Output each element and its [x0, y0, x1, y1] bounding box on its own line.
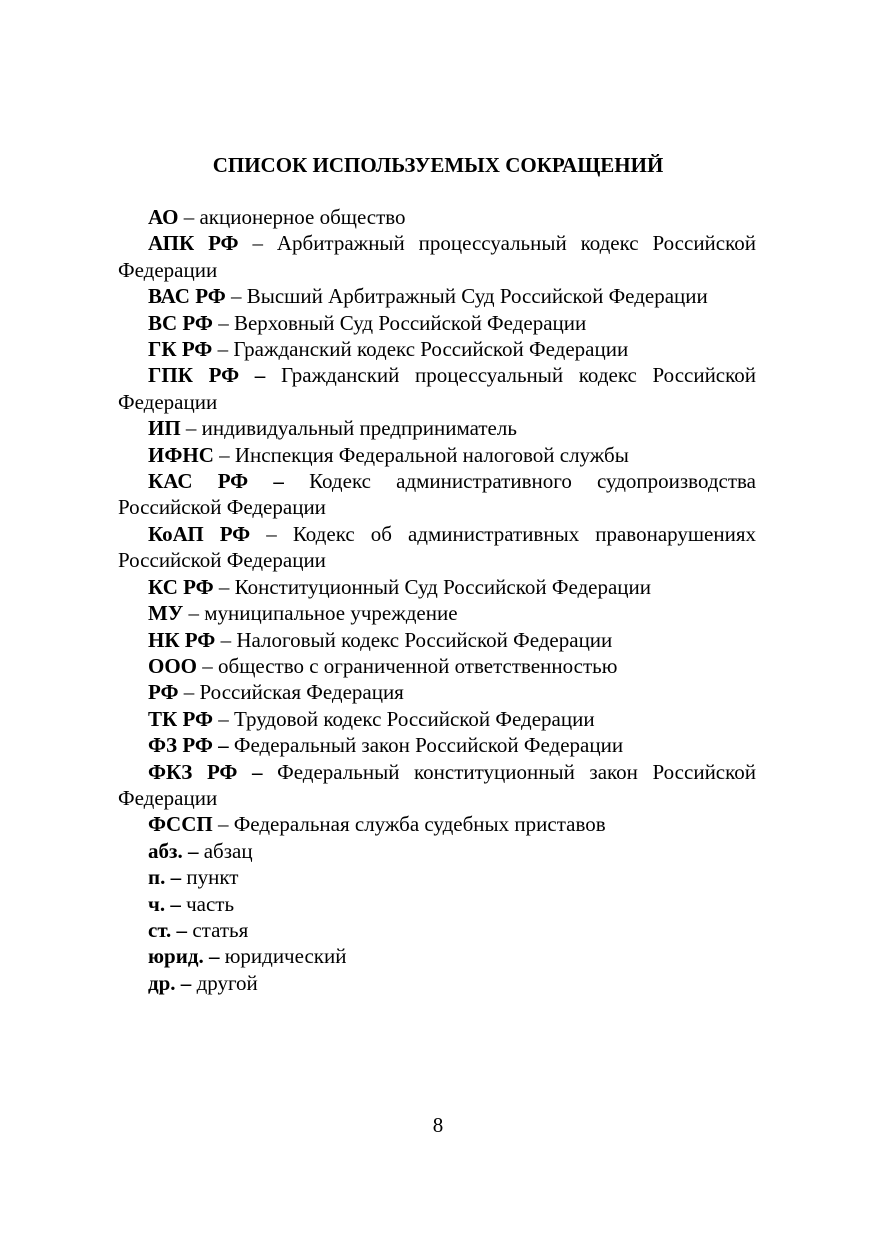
abbreviation-term: АО	[148, 205, 179, 229]
abbreviation-definition: Кодекс об административных правонарушениях Российской Федерации	[118, 521, 756, 573]
separator: –	[197, 653, 219, 678]
abbreviation-entry	[118, 864, 756, 890]
abbreviation-term: ч. –	[148, 891, 181, 916]
abbreviation-term: АПК РФ	[148, 231, 239, 256]
abbreviation-entry	[118, 759, 756, 812]
abbreviation-entry	[118, 283, 756, 309]
abbreviation-entry	[118, 600, 756, 626]
separator: –	[178, 680, 200, 705]
abbreviation-definition: Российская Федерация	[199, 680, 404, 705]
abbreviation-entry	[118, 732, 756, 758]
abbreviation-term: РФ	[148, 680, 179, 705]
separator: –	[178, 205, 200, 229]
abbreviation-entry	[118, 811, 756, 837]
separator: –	[213, 574, 235, 599]
abbreviation-definition: Конституционный Суд Российской Федерации	[234, 574, 652, 599]
abbreviation-definition: Инспекция Федеральной налоговой службы	[234, 442, 629, 467]
abbreviation-entry	[118, 362, 756, 415]
page-number: 8	[432, 1113, 444, 1137]
abbreviation-term: ст. –	[148, 917, 188, 942]
abbreviation-entry	[118, 310, 756, 336]
abbreviation-term: др. –	[148, 970, 192, 995]
abbreviation-term: КоАП РФ	[148, 521, 251, 546]
abbreviation-definition: другой	[196, 970, 258, 995]
abbreviation-term: ИП	[148, 416, 181, 441]
abbreviation-term: ГК РФ	[148, 337, 213, 362]
abbreviation-term: ВАС РФ	[148, 284, 226, 309]
abbreviation-definition: Гражданский кодекс Российской Федерации	[233, 337, 629, 362]
abbreviation-entry	[118, 627, 756, 653]
abbreviation-definition: индивидуальный предприниматель	[201, 416, 517, 441]
abbreviation-entry	[118, 838, 756, 864]
separator: –	[238, 231, 277, 256]
abbreviation-term: КС РФ	[148, 574, 214, 599]
separator	[265, 363, 281, 387]
separator	[263, 760, 278, 784]
abbreviation-entry	[118, 204, 756, 230]
abbreviation-definition: Федеральный закон Российской Федерации	[233, 733, 624, 758]
separator: –	[212, 337, 234, 362]
separator: –	[180, 416, 202, 441]
abbreviation-entry	[118, 943, 756, 969]
abbreviation-entry	[118, 415, 756, 441]
abbreviation-term: п. –	[148, 865, 182, 890]
abbreviation-term: КАС РФ –	[148, 469, 284, 494]
abbreviation-definition: статья	[192, 917, 249, 942]
abbreviation-term: ГПК РФ –	[148, 363, 266, 388]
abbreviation-entry	[118, 970, 756, 996]
separator: –	[212, 812, 234, 837]
abbreviation-term: ООО	[148, 653, 198, 678]
abbreviation-definition: юридический	[224, 944, 347, 969]
abbreviation-entry	[118, 442, 756, 468]
page-title: СПИСОК ИСПОЛЬЗУЕМЫХ СОКРАЩЕНИЙ	[212, 153, 664, 177]
abbreviation-entry	[118, 679, 756, 705]
abbreviation-term: МУ	[148, 601, 184, 626]
abbreviation-entry	[118, 917, 756, 943]
separator: –	[183, 601, 205, 626]
abbreviation-term: ФКЗ РФ –	[148, 759, 263, 784]
abbreviation-term: юрид. –	[148, 944, 220, 969]
separator: –	[213, 706, 234, 731]
separator: –	[212, 310, 234, 335]
abbreviation-entry	[118, 521, 756, 574]
abbreviation-entry	[118, 574, 756, 600]
abbreviation-definition: Высший Арбитражный Суд Российской Федерации	[246, 284, 708, 309]
abbreviation-term: ФЗ РФ –	[148, 733, 229, 758]
separator: –	[215, 627, 237, 652]
abbreviation-definition: часть	[186, 891, 235, 916]
abbreviation-definition: муниципальное учреждение	[204, 601, 458, 626]
abbreviation-definition: Трудовой кодекс Российской Федерации	[234, 706, 595, 731]
abbreviation-term: ИФНС	[148, 442, 214, 467]
abbreviation-term: ТК РФ	[148, 706, 213, 731]
abbreviation-term: абз. –	[148, 838, 199, 863]
abbreviation-entry	[118, 706, 756, 732]
separator: –	[213, 442, 235, 467]
abbreviation-definition: Верховный Суд Российской Федерации	[233, 310, 587, 335]
abbreviation-definition: абзац	[203, 838, 253, 863]
abbreviation-term: ВС РФ	[148, 310, 213, 335]
abbreviation-definition: общество с ограниченной ответственностью	[218, 653, 618, 678]
abbreviation-definition: Федеральный конституционный закон Российской Федерации	[118, 759, 756, 810]
separator	[284, 469, 309, 493]
separator: –	[225, 284, 247, 309]
abbreviation-entry	[118, 468, 756, 521]
abbreviation-definition: акционерное общество	[199, 205, 406, 229]
separator: –	[250, 521, 293, 546]
abbreviation-term: НК РФ	[148, 627, 216, 652]
abbreviation-entry	[118, 336, 756, 362]
abbreviation-term: ФССП	[148, 812, 213, 837]
abbreviation-entry	[118, 891, 756, 917]
abbreviation-definition: пункт	[186, 865, 239, 890]
abbreviation-entry	[118, 653, 756, 679]
abbreviation-list	[118, 204, 756, 996]
abbreviation-entry	[118, 230, 756, 283]
abbreviation-definition: Федеральная служба судебных приставов	[233, 812, 606, 837]
abbreviation-definition: Кодекс административного судопроизводства Российской Федерации	[118, 469, 756, 520]
abbreviation-definition: Налоговый кодекс Российской Федерации	[236, 627, 613, 652]
abbreviation-definition: Гражданский процессуальный кодекс Российской Федерации	[118, 363, 757, 414]
abbreviation-definition: Арбитражный процессуальный кодекс Российской Федерации	[118, 231, 756, 282]
